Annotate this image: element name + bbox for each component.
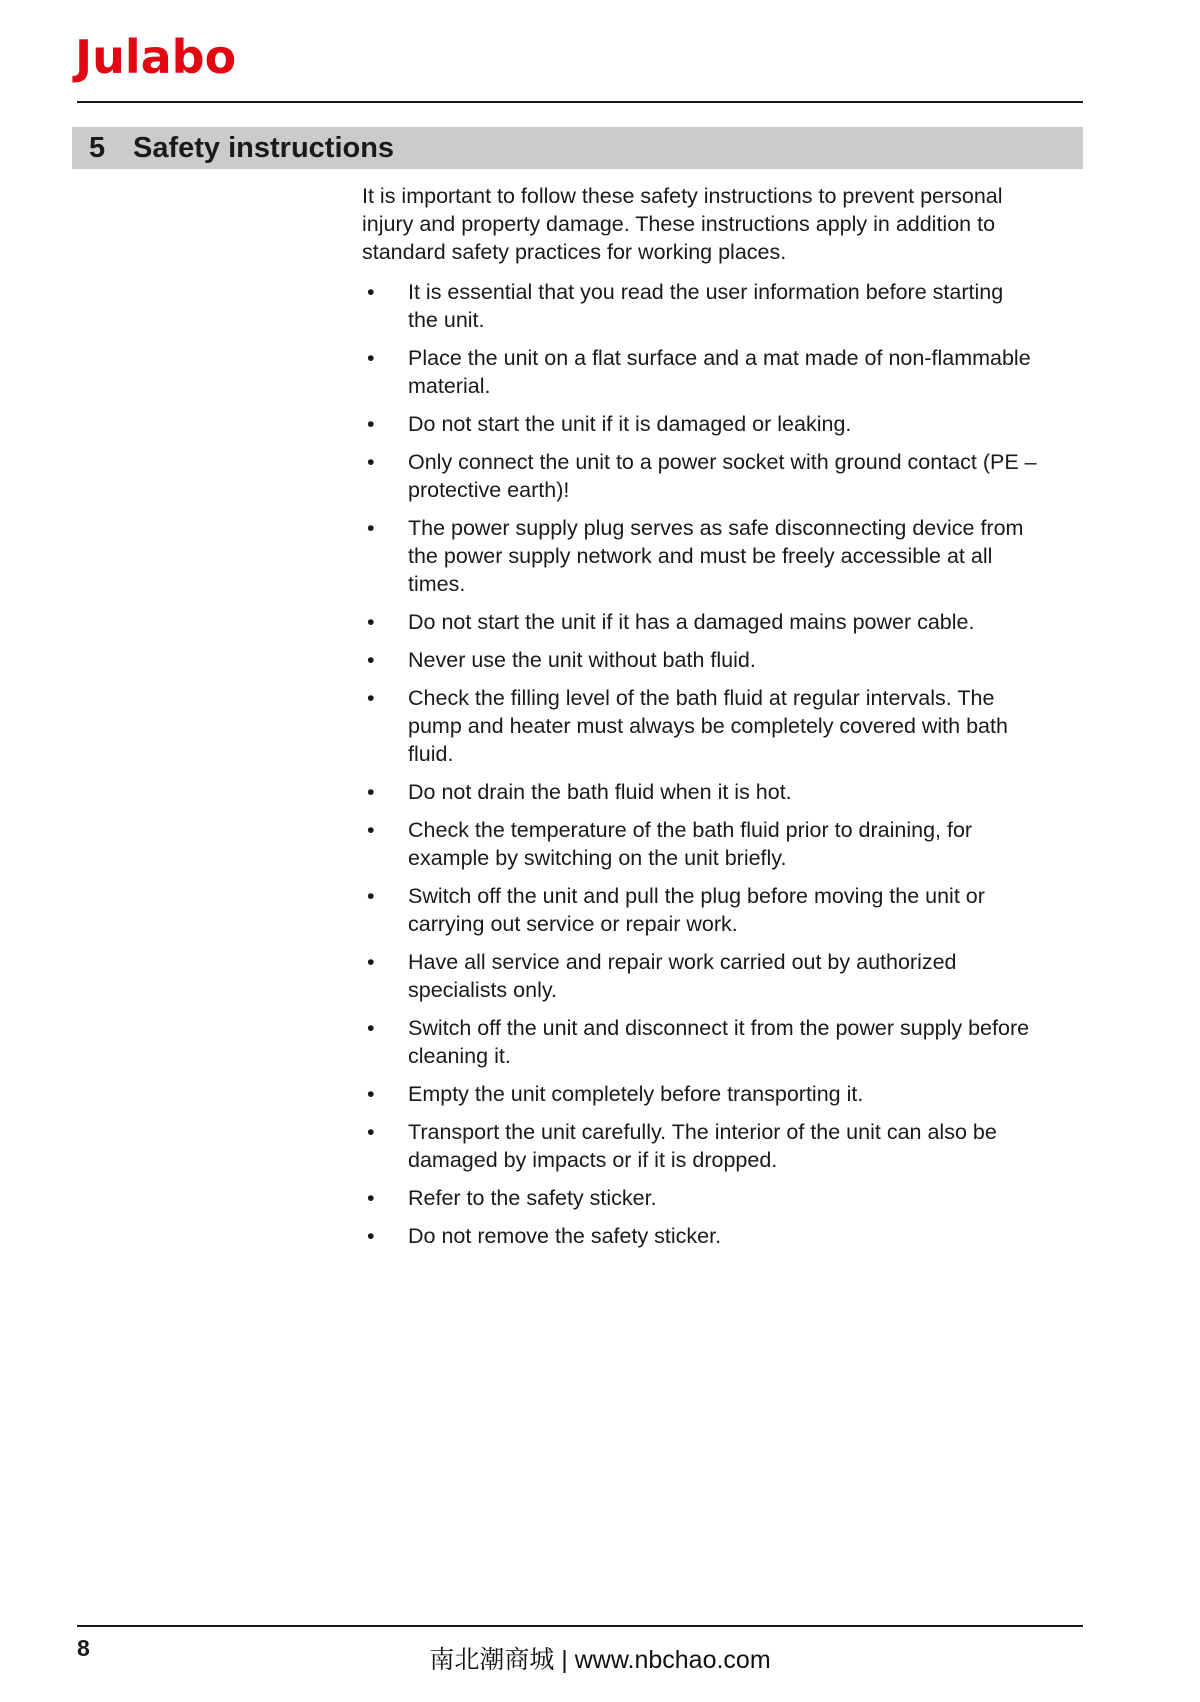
bullet-icon: • — [367, 412, 375, 436]
list-item-text: Transport the unit carefully. The interior of the unit can also be damaged by impacts or if it is dropped. — [408, 1120, 997, 1172]
list-item — [362, 1184, 1038, 1212]
list-item — [362, 1118, 1038, 1174]
list-item-text: Never use the unit without bath fluid. — [408, 648, 756, 672]
list-item-text: Do not start the unit if it has a damaged mains power cable. — [408, 610, 975, 634]
list-item-text: Check the filling level of the bath fluid at regular intervals. The pump and heater must always be completely covered with bath fluid. — [408, 686, 1008, 766]
bullet-icon: • — [367, 346, 375, 370]
footer-watermark: 南北潮商城 | www.nbchao.com — [429, 1646, 771, 1674]
list-item-text: The power supply plug serves as safe disconnecting device from the power supply network and must be freely accessible at all times. — [408, 516, 1024, 596]
page-number: 8 — [77, 1635, 90, 1661]
bullet-icon: • — [367, 280, 375, 304]
bullet-icon: • — [367, 818, 375, 842]
bullet-icon: • — [367, 1224, 375, 1248]
list-item — [362, 278, 1038, 334]
list-item — [362, 882, 1038, 938]
list-item — [362, 646, 1038, 674]
list-item-text: Place the unit on a flat surface and a mat made of non-flammable material. — [408, 346, 1031, 398]
bullet-icon: • — [367, 884, 375, 908]
list-item — [362, 816, 1038, 872]
bullet-icon: • — [367, 686, 375, 710]
list-item — [362, 410, 1038, 438]
section-number: 5 — [89, 132, 106, 164]
list-item-text: Only connect the unit to a power socket with ground contact (PE – protective earth)! — [408, 450, 1037, 502]
list-item — [362, 778, 1038, 806]
bullet-icon: • — [367, 1120, 375, 1144]
list-item — [362, 514, 1038, 598]
section-title: Safety instructions — [133, 132, 395, 164]
bullet-icon: • — [367, 1082, 375, 1106]
footer-divider — [77, 1625, 1083, 1627]
section-body — [362, 182, 1038, 1260]
header-divider — [77, 101, 1083, 103]
list-item-text: Check the temperature of the bath fluid prior to draining, for example by switching on the unit briefly. — [408, 818, 973, 870]
list-item — [362, 344, 1038, 400]
bullet-icon: • — [367, 950, 375, 974]
section-heading — [72, 127, 1083, 169]
julabo-logo: Julabo — [75, 30, 237, 84]
bullet-icon: • — [367, 450, 375, 474]
bullet-icon: • — [367, 1016, 375, 1040]
list-item — [362, 948, 1038, 1004]
list-item-text: It is essential that you read the user information before starting the unit. — [408, 280, 1004, 332]
list-item-text: Switch off the unit and pull the plug before moving the unit or carrying out service or repair work. — [408, 884, 985, 936]
bullet-icon: • — [367, 780, 375, 804]
list-item — [362, 1014, 1038, 1070]
list-item — [362, 448, 1038, 504]
list-item-text: Refer to the safety sticker. — [408, 1186, 657, 1210]
bullet-icon: • — [367, 1186, 375, 1210]
list-item — [362, 608, 1038, 636]
intro-paragraph: It is important to follow these safety instructions to prevent personal injury and property damage. These instructions apply in addition to standard safety practices for working places. — [362, 184, 1003, 264]
list-item-text: Do not remove the safety sticker. — [408, 1224, 722, 1248]
bullet-icon: • — [367, 516, 375, 540]
bullet-icon: • — [367, 610, 375, 634]
list-item — [362, 1080, 1038, 1108]
list-item-text: Have all service and repair work carried out by authorized specialists only. — [408, 950, 957, 1002]
safety-instructions-list — [362, 278, 1038, 1250]
list-item — [362, 684, 1038, 768]
list-item-text: Empty the unit completely before transporting it. — [408, 1082, 864, 1106]
list-item-text: Switch off the unit and disconnect it from the power supply before cleaning it. — [408, 1016, 1030, 1068]
bullet-icon: • — [367, 648, 375, 672]
list-item — [362, 1222, 1038, 1250]
list-item-text: Do not drain the bath fluid when it is hot. — [408, 780, 792, 804]
list-item-text: Do not start the unit if it is damaged or leaking. — [408, 412, 852, 436]
